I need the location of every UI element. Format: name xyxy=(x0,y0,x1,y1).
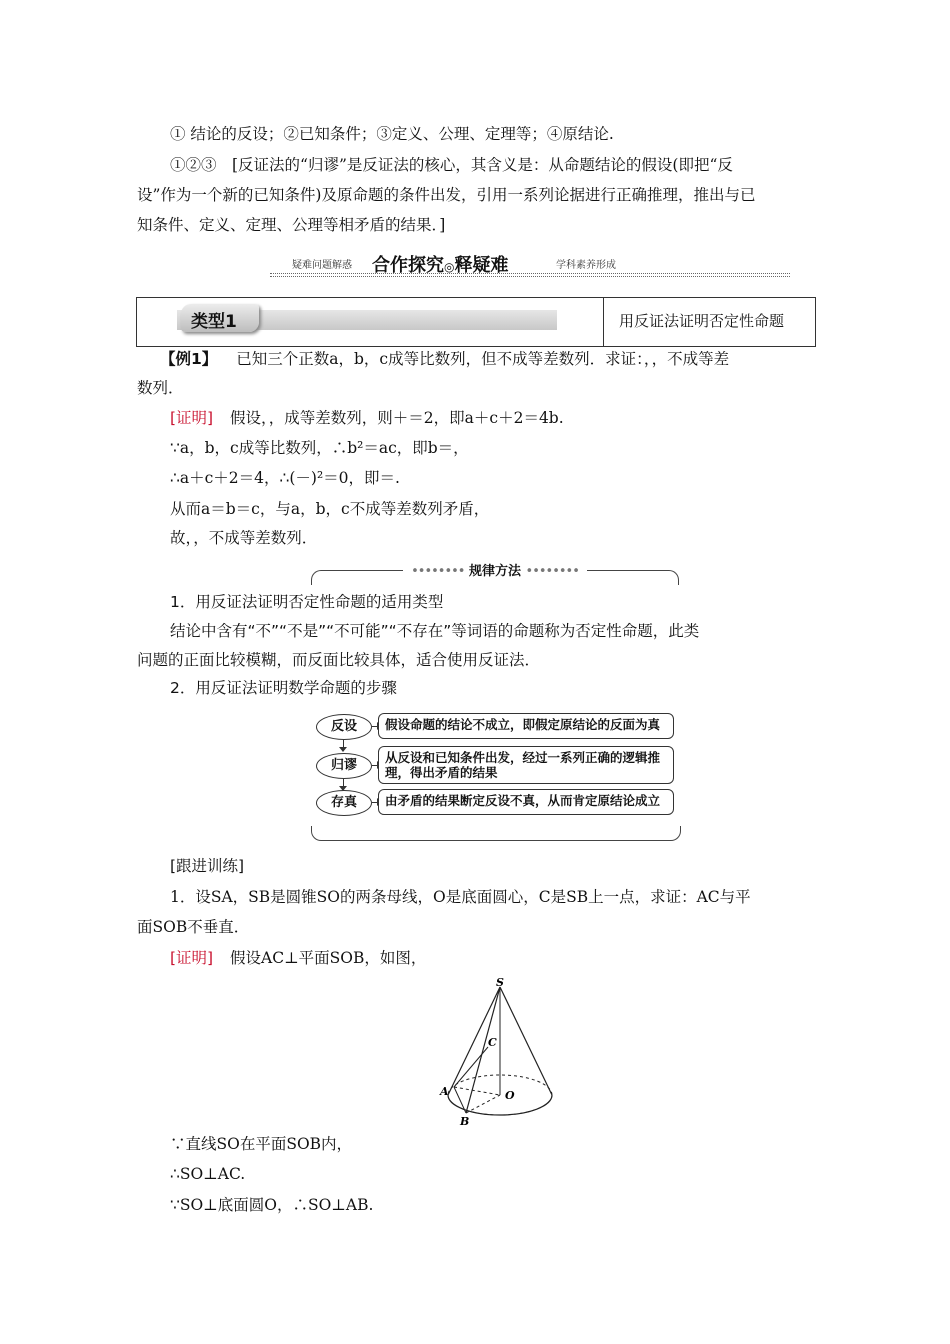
flow-text-2: 从反设和已知条件出发，经过一系列正确的逻辑推理，得出矛盾的结果 xyxy=(378,746,674,784)
banner-sep: ◎ xyxy=(444,260,455,274)
flow-step-1: 反设 xyxy=(316,714,372,740)
intro-line-3: 设”作为一个新的已知条件)及原命题的条件出发，引用一系列论据进行正确推理，推出与已 xyxy=(137,186,756,204)
banner-rule xyxy=(270,273,790,274)
proof-steps-diagram xyxy=(314,710,684,820)
section-banner xyxy=(270,250,790,276)
flow-connector-2 xyxy=(343,779,344,789)
cone-generatrix-right xyxy=(500,987,552,1095)
type-box xyxy=(136,297,816,347)
cone-segment-AB xyxy=(454,1087,466,1113)
cone-segment-AC xyxy=(454,1047,488,1087)
flow-step-3: 存真 xyxy=(316,790,372,816)
proof2-line-3: ∴SO⊥AC. xyxy=(170,1165,246,1183)
cone-segment-BO xyxy=(466,1095,500,1113)
proof1-line-4: 从而a＝b＝c，与a，b，c不成等差数列矛盾， xyxy=(170,500,490,518)
proof1-line-5: 故，，不成等差数列． xyxy=(170,529,318,547)
method-title: 规律方法 xyxy=(468,564,521,579)
method-item1-line-2: 问题的正面比较模糊，而反面比较具体，适合使用反证法． xyxy=(137,651,541,669)
type-tag-label: 类型1 xyxy=(191,312,237,332)
proof2-line-2: ∵直线SO在平面SOB内， xyxy=(170,1135,353,1153)
cone-segment-AO xyxy=(454,1087,500,1095)
practice-label: [跟进训练] xyxy=(170,857,245,875)
practice-line-1: 1．设SA，SB是圆锥SO的两条母线，O是底面圆心，C是SB上一点，求证：AC与平 xyxy=(170,888,751,906)
type-box-divider xyxy=(603,298,604,346)
intro-line-4: 知条件、定义、定理、公理等相矛盾的结果．] xyxy=(137,216,446,234)
flow-connector-1 xyxy=(343,740,344,750)
proof2-line-1 xyxy=(170,948,850,968)
intro-line-2: ①②③ [反证法的“归谬”是反证法的核心，其含义是：从命题结论的假设(即把“反 xyxy=(170,156,733,174)
proof2-line-4: ∵SO⊥底面圆O，∴SO⊥AB. xyxy=(170,1196,374,1214)
proof2-text-1: 假设AC⊥平面SOB，如图， xyxy=(230,949,427,967)
cone-figure xyxy=(430,975,570,1130)
example-text: 已知三个正数a，b，c成等比数列，但不成等差数列．求证：，，不成等差 xyxy=(236,350,730,368)
banner-title-part2: 释疑难 xyxy=(454,255,509,276)
example-line-1 xyxy=(160,349,840,369)
label-O: O xyxy=(505,1089,515,1102)
label-B: B xyxy=(460,1115,470,1128)
banner-rule-2 xyxy=(270,276,790,277)
example-line-2: 数列． xyxy=(137,379,184,397)
type-topic: 用反证法证明否定性命题 xyxy=(619,312,785,330)
example-label: 【例1】 xyxy=(160,350,218,368)
flow-step-2: 归谬 xyxy=(316,753,372,779)
flow-text-1: 假设命题的结论不成立，即假定原结论的反面为真 xyxy=(378,713,674,739)
label-S: S xyxy=(496,976,504,989)
practice-line-2: 面SOB不垂直． xyxy=(137,918,250,936)
proof1-line-1 xyxy=(170,408,850,428)
proof1-line-2: ∵a，b，c成等比数列，∴b²＝ac，即b＝， xyxy=(170,439,469,457)
proof1-line-3: ∴a＋c＋2＝4，∴(－)²＝0，即＝. xyxy=(170,469,400,487)
flow-text-3: 由矛盾的结果断定反设不真，从而肯定原结论成立 xyxy=(378,789,674,815)
method-dots-right: •••••••• xyxy=(525,564,579,579)
cone-edge-SB xyxy=(466,987,500,1113)
proof1-label: [证明] xyxy=(170,409,214,427)
label-C: C xyxy=(488,1036,497,1049)
type-tag xyxy=(181,304,259,332)
label-A: A xyxy=(440,1085,449,1098)
intro-line-1: ① 结论的反设；②已知条件；③定义、公理、定理等；④原结论. xyxy=(170,125,614,143)
banner-left: 疑难问题解惑 xyxy=(292,260,352,271)
proof2-label: [证明] xyxy=(170,949,214,967)
method-header xyxy=(311,560,679,584)
proof1-text-1: 假设，，成等差数列，则＋＝2，即a＋c＋2＝4b. xyxy=(230,409,564,427)
method-title-wrap xyxy=(403,560,587,579)
banner-title-part1: 合作探究 xyxy=(372,255,444,276)
method-bracket-bottom xyxy=(311,826,681,841)
banner-right: 学科素养形成 xyxy=(556,260,616,271)
method-item2-title: 2．用反证法证明数学命题的步骤 xyxy=(170,679,397,697)
method-item1-title: 1．用反证法证明否定性命题的适用类型 xyxy=(170,593,444,611)
method-item1-line-1: 结论中含有“不”“不是”“不可能”“不存在”等词语的命题称为否定性命题，此类 xyxy=(170,622,700,640)
method-dots-left: •••••••• xyxy=(411,564,465,579)
cone-base-front xyxy=(448,1095,552,1115)
